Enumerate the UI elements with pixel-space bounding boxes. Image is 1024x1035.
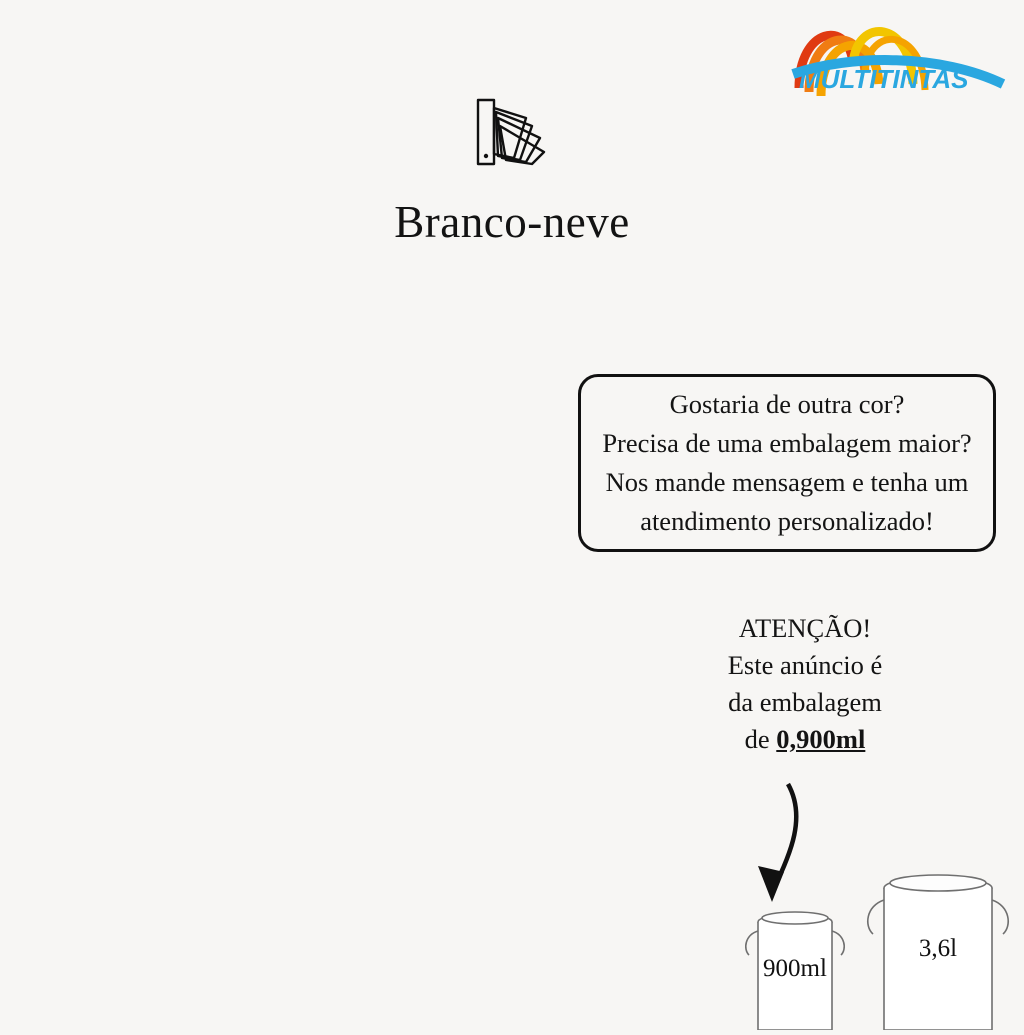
can-900ml-label: 900ml	[763, 955, 827, 982]
down-arrow-icon	[736, 780, 816, 910]
attention-line-2: da embalagem	[728, 687, 882, 717]
attention-volume: 0,900ml	[776, 724, 866, 754]
color-fan-deck-icon	[474, 96, 554, 172]
message-line-2: Precisa de uma embalagem maior?	[602, 428, 972, 458]
page-title: Branco-neve	[394, 197, 630, 247]
brand-wordmark: MULTITINTAS	[799, 64, 969, 94]
message-line-1: Gostaria de outra cor?	[669, 389, 905, 419]
attention-line-1: Este anúncio é	[727, 650, 883, 680]
brand-logo	[791, 10, 1006, 100]
attention-line-3	[640, 721, 970, 758]
attention-notice	[640, 610, 970, 758]
attention-heading: ATENÇÃO!	[738, 613, 872, 643]
message-line-3: Nos mande mensagem e tenha um	[605, 467, 969, 497]
custom-order-message-box	[578, 374, 996, 552]
attention-line-3-prefix: de	[744, 724, 777, 754]
can-3-6l-label: 3,6l	[918, 935, 958, 962]
message-line-4: atendimento personalizado!	[640, 506, 934, 536]
